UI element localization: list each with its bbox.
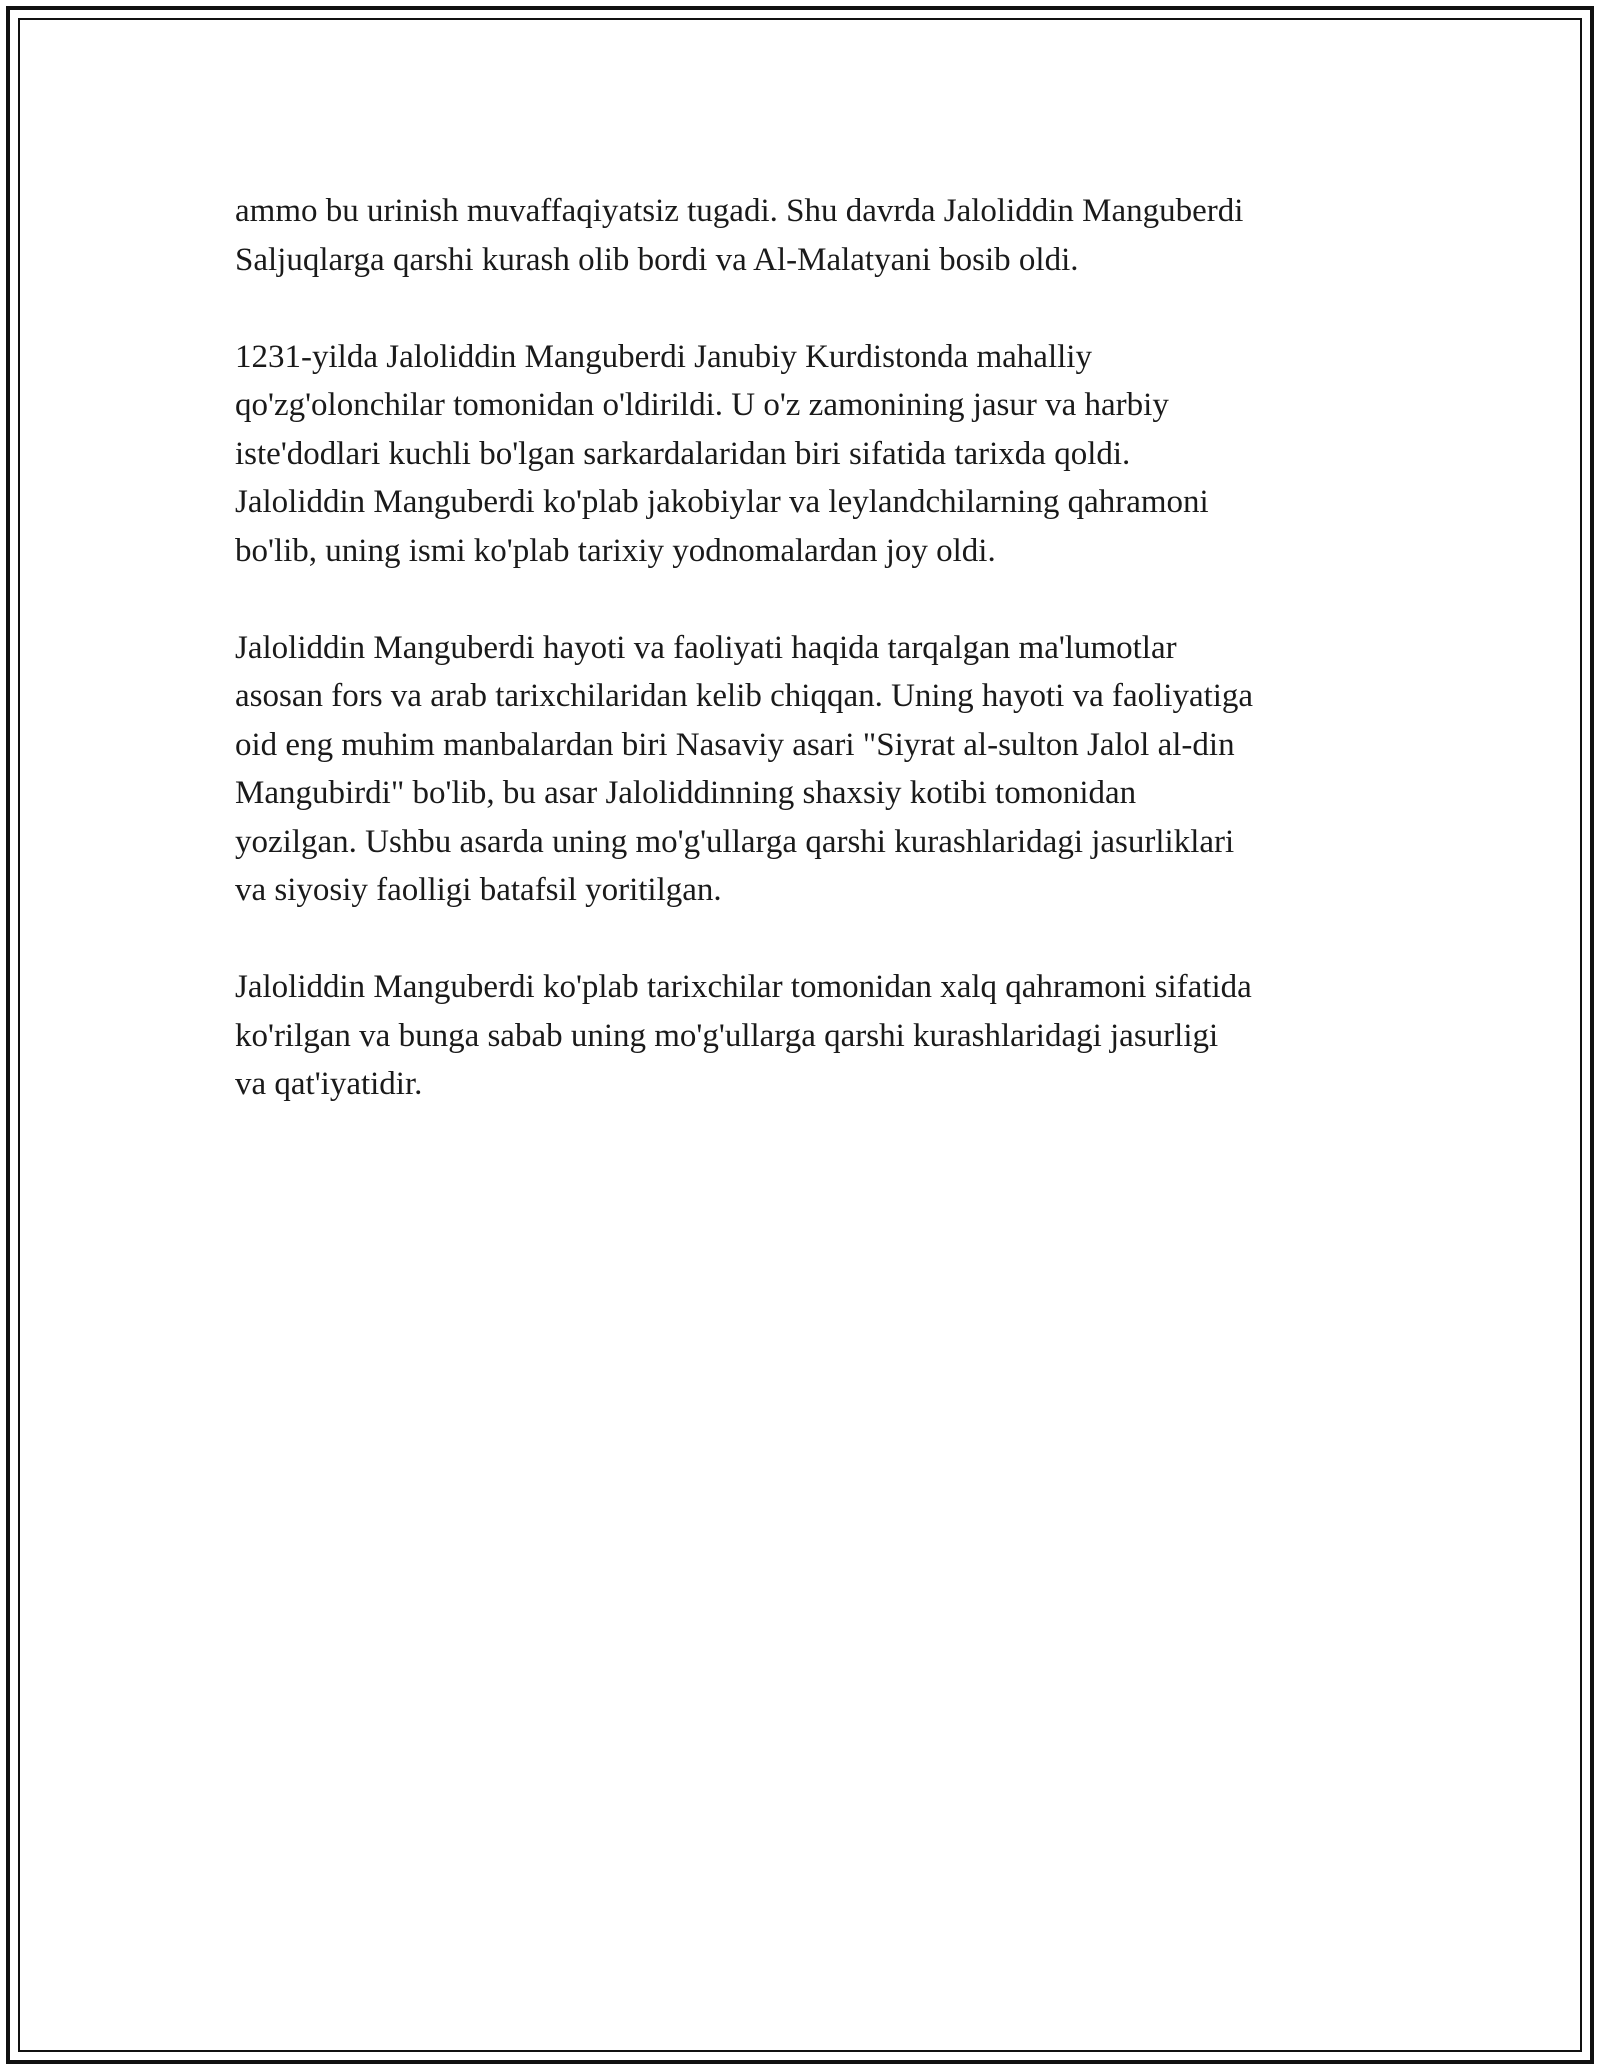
text-line: ammo bu urinish muvaffaqiyatsiz tugadi. Shu davrda Jaloliddin Manguberdi <box>235 193 1244 229</box>
text-line: Jaloliddin Manguberdi hayoti va faoliyati haqida tarqalgan ma'lumotlar <box>235 629 1177 666</box>
text-line: va qat'iyatidir. <box>235 1066 423 1102</box>
text-line: yozilgan. Ushbu asarda uning mo'g'ullarga qarshi kurashlaridagi jasurliklari <box>235 823 1235 860</box>
text-line: va siyosiy faolligi batafsil yoritilgan. <box>235 872 722 908</box>
text-line: ko'rilgan va bunga sabab uning mo'g'ullarga qarshi kurashlaridagi jasurligi <box>235 1017 1219 1054</box>
text-line: Saljuqlarga qarshi kurash olib bordi va Al-Malatyani bosib oldi. <box>235 241 1079 278</box>
text-line: Mangubirdi" bo'lib, bu asar Jaloliddinning shaxsiy kotibi tomonidan <box>235 775 1137 811</box>
paragraph-4 <box>235 963 1385 1109</box>
document-body <box>235 187 1385 1157</box>
text-line: asosan fors va arab tarixchilaridan kelib chiqqan. Uning hayoti va faoliyatiga <box>235 678 1254 714</box>
text-line: Jaloliddin Manguberdi ko'plab jakobiylar va leylandchilarning qahramoni <box>235 484 1209 520</box>
text-line: qo'zg'olonchilar tomonidan o'ldirildi. U o'z zamonining jasur va harbiy <box>235 387 1169 423</box>
text-line: iste'dodlari kuchli bo'lgan sarkardalaridan biri sifatida tarixda qoldi. <box>235 435 1131 472</box>
paragraph-2 <box>235 333 1385 576</box>
text-line: Jaloliddin Manguberdi ko'plab tarixchilar tomonidan xalq qahramoni sifatida <box>235 969 1252 1005</box>
text-line: bo'lib, uning ismi ko'plab tarixiy yodnomalardan joy oldi. <box>235 532 996 569</box>
paragraph-1 <box>235 187 1385 284</box>
paragraph-3 <box>235 624 1385 915</box>
text-line: oid eng muhim manbalardan biri Nasaviy asari "Siyrat al-sulton Jalol al-din <box>235 726 1235 763</box>
text-line: 1231-yilda Jaloliddin Manguberdi Janubiy Kurdistonda mahalliy <box>235 338 1092 375</box>
